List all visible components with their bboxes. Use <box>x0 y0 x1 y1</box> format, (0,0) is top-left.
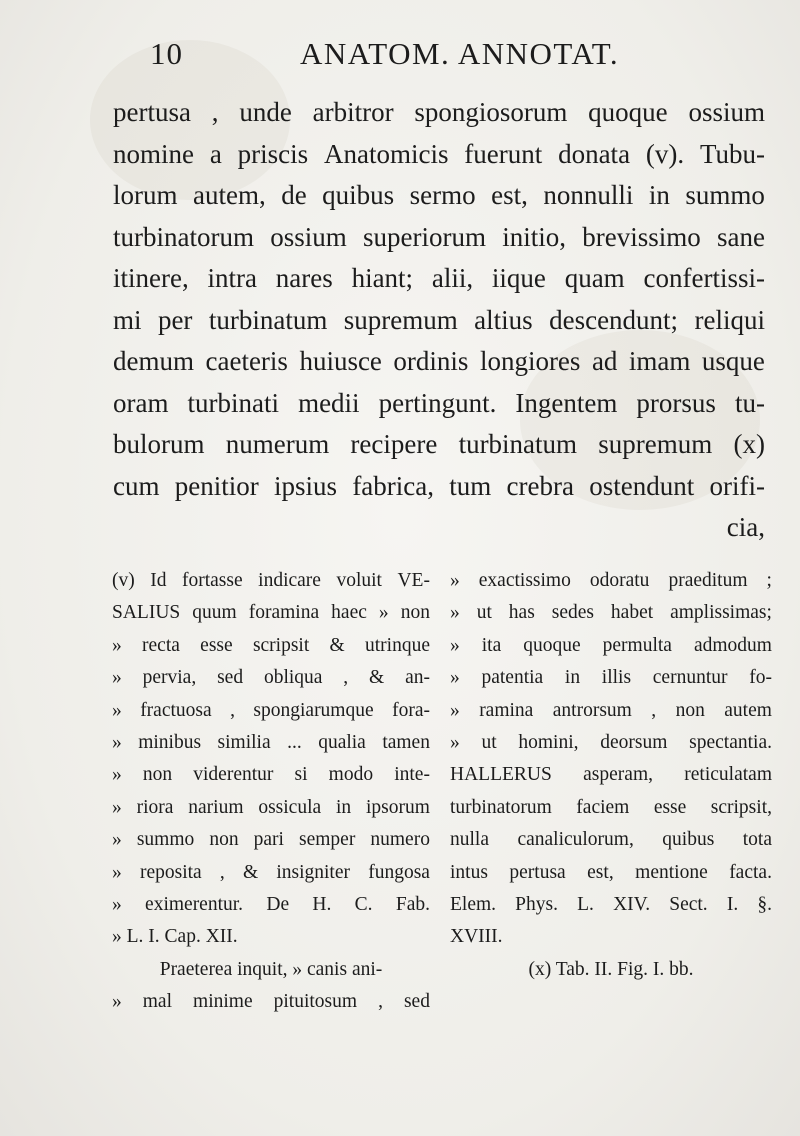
text-line: mi per turbinatum supremum altius descendunt; reliqui <box>113 304 765 335</box>
footnote-line: » fractuosa , spongiarumque fora- <box>112 699 430 721</box>
footnote-line: » ramina antrorsum , non autem <box>450 699 772 721</box>
footnote-line: » mal minime pituitosum , sed <box>112 991 430 1013</box>
footnote-line: XVIII. <box>450 926 503 948</box>
footnote-line: » reposita , & insigniter fungosa <box>112 861 430 883</box>
footnote-line: Praeterea inquit, » canis ani- <box>159 958 383 980</box>
text-line: itinere, intra nares hiant; alii, iique quam confertissi- <box>113 263 765 293</box>
footnote-line: Elem. Phys. L. XIV. Sect. I. §. <box>450 894 772 915</box>
footnote-line: » minibus similia ... qualia tamen <box>112 732 430 753</box>
running-head: ANATOM. ANNOTAT. <box>300 36 620 71</box>
footnote-line: nulla canaliculorum, quibus tota <box>450 829 772 851</box>
text-line: lorum autem, de quibus sermo est, nonnulli in summo <box>113 180 765 210</box>
footnote-line: » exactissimo odoratu praeditum ; <box>450 570 772 591</box>
footnote-line: (v) Id fortasse indicare voluit VE- <box>112 570 430 591</box>
footnote-line: » ut homini, deorsum spectantia. <box>450 732 772 753</box>
footnote-line: intus pertusa est, mentione facta. <box>450 861 772 883</box>
text-line: pertusa , unde arbitror spongiosorum quoque ossium <box>113 97 765 127</box>
footnote-line: » riora narium ossicula in ipsorum <box>112 796 430 818</box>
text-line: oram turbinati medii pertingunt. Ingentem prorsus tu- <box>113 387 765 418</box>
page-number: 10 <box>150 36 183 71</box>
text-line: nomine a priscis Anatomicis fuerunt donata (v). Tubu- <box>113 138 765 169</box>
footnote-line: » non viderentur si modo inte- <box>112 764 430 786</box>
footnote-line: » patentia in illis cernuntur fo- <box>450 667 772 689</box>
footnote-line: » ita quoque permulta admodum <box>450 634 772 656</box>
footnote-line: (x) Tab. II. Fig. I. bb. <box>528 958 694 980</box>
text-line: demum caeteris huiusce ordinis longiores ad imam usque <box>113 346 765 376</box>
text-line: cum penitior ipsius fabrica, tum crebra ostendunt orifi- <box>113 470 765 501</box>
page-header <box>0 36 800 76</box>
footnote-line: » summo non pari semper numero <box>112 829 430 851</box>
footnote-line: » L. I. Cap. XII. <box>112 926 238 948</box>
footnote-line: HALLERUS asperam, reticulatam <box>450 764 772 786</box>
text-line: turbinatorum ossium superiorum initio, brevissimo sane <box>113 221 765 252</box>
footnote-line: » pervia, sed obliqua , & an- <box>112 667 430 689</box>
footnote-line: » eximerentur. De H. C. Fab. <box>112 894 430 915</box>
footnote-line: turbinatorum faciem esse scripsit, <box>450 796 772 818</box>
footnote-line: » recta esse scripsit & utrinque <box>112 634 430 656</box>
text-line: bulorum numerum recipere turbinatum supremum (x) <box>113 429 765 459</box>
footnote-line: SALIUS quum foramina haec » non <box>112 602 430 624</box>
footnote-line: » ut has sedes habet amplissimas; <box>450 602 772 624</box>
text-line: cia, <box>726 512 765 542</box>
